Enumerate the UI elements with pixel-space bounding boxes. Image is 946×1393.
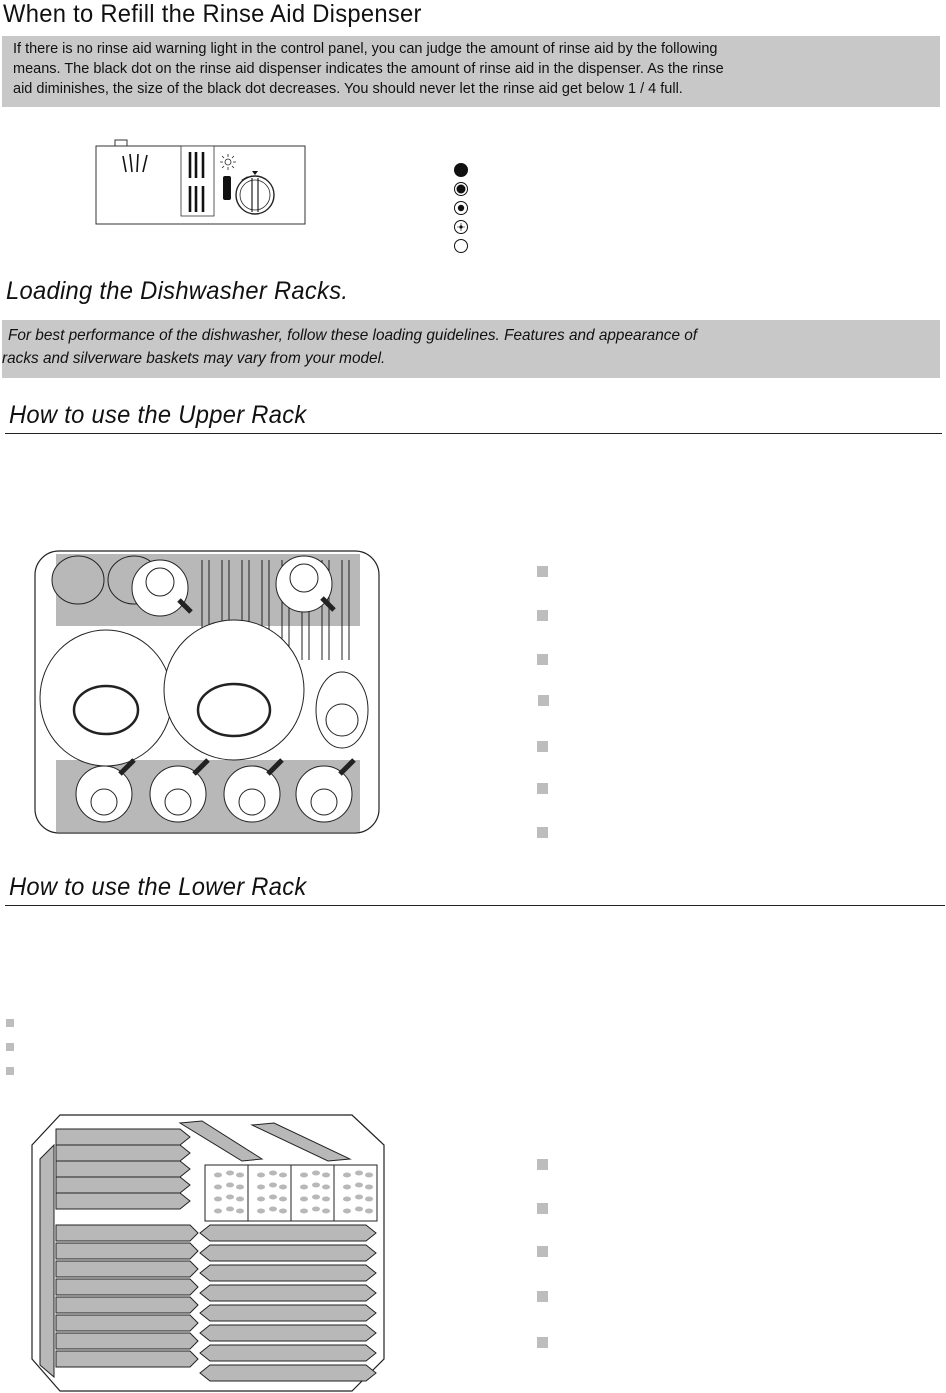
- rinse-aid-level-indicators: [452, 162, 472, 256]
- upper-rack-bullet: [537, 827, 548, 838]
- lower-rack-rule: [5, 905, 945, 906]
- rinse-aid-line-2: means. The black dot on the rinse aid dispenser indicates the amount of rinse aid in the dispenser. As the rinse: [13, 61, 724, 77]
- lower-rack-bullet: [537, 1291, 548, 1302]
- loading-line-1: For best performance of the dishwasher, follow these loading guidelines. Features and appearance of: [8, 327, 698, 344]
- lower-rack-left-bullet: [6, 1043, 14, 1051]
- lower-rack-left-bullet: [6, 1067, 14, 1075]
- rinse-aid-line-1: If there is no rinse aid warning light in the control panel, you can judge the amount of rinse aid by the following: [13, 41, 718, 57]
- loading-racks-title: Loading the Dishwasher Racks.: [6, 277, 349, 305]
- lower-rack-bullet: [537, 1337, 548, 1348]
- upper-rack-bullet: [537, 610, 548, 621]
- upper-rack-title: How to use the Upper Rack: [9, 401, 307, 429]
- rinse-aid-line-3: aid diminishes, the size of the black dot decreases. You should never let the rinse aid get below 1 / 4 full.: [13, 81, 683, 97]
- loading-line-2: racks and silverware baskets may vary from your model.: [2, 350, 386, 367]
- loading-racks-info-box: [2, 320, 940, 378]
- upper-rack-bullet: [537, 741, 548, 752]
- upper-rack-illustration: [34, 550, 382, 836]
- upper-rack-bullet: [537, 654, 548, 665]
- lower-rack-bullet: [537, 1159, 548, 1170]
- upper-rack-bullet: [538, 695, 549, 706]
- lower-rack-left-bullet: [6, 1019, 14, 1027]
- rinse-aid-title: When to Refill the Rinse Aid Dispenser: [3, 0, 422, 28]
- rinse-aid-info-box: [2, 36, 940, 107]
- lower-rack-illustration: [32, 1115, 384, 1393]
- lower-rack-title: How to use the Lower Rack: [9, 873, 307, 901]
- lower-rack-bullet: [537, 1246, 548, 1257]
- upper-rack-rule: [5, 433, 942, 434]
- upper-rack-bullet: [537, 783, 548, 794]
- rinse-aid-dispenser-illustration: [95, 140, 307, 226]
- upper-rack-bullet: [537, 566, 548, 577]
- lower-rack-bullet: [537, 1203, 548, 1214]
